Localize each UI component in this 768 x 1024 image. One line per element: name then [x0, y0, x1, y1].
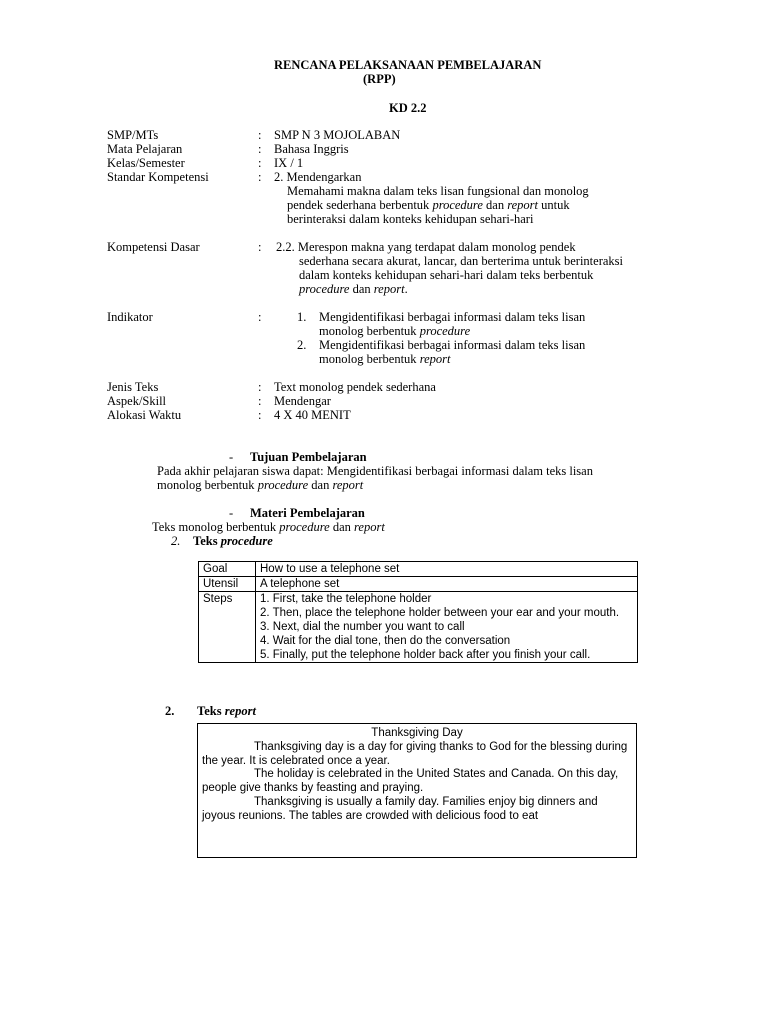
- goal-label: Goal: [199, 562, 256, 577]
- waktu-value: 4 X 40 MENIT: [274, 408, 351, 422]
- step-item: 5. Finally, put the telephone holder back after you finish your call.: [260, 649, 591, 661]
- utensil-label: Utensil: [199, 577, 256, 592]
- sk-label: Standar Kompetensi: [107, 170, 209, 184]
- colon: :: [258, 408, 262, 422]
- class-value: IX / 1: [274, 156, 304, 170]
- materi-line1: Teks monolog berbentuk procedure dan report: [152, 520, 385, 534]
- sk-desc-line1: Memahami makna dalam teks lisan fungsional dan monolog: [287, 184, 589, 198]
- kd-heading: KD 2.2: [389, 101, 427, 115]
- ind2-line1: Mengidentifikasi berbagai informasi dalam teks lisan: [319, 338, 586, 352]
- colon: :: [258, 394, 262, 408]
- tujuan-line1: Pada akhir pelajaran siswa dapat: Mengidentifikasi berbagai informasi dalam teks lisan: [157, 464, 593, 478]
- ind2-number: 2.: [297, 338, 307, 352]
- subject-label: Mata Pelajaran: [107, 142, 183, 156]
- ind-label: Indikator: [107, 310, 153, 324]
- ind1-line2: monolog berbentuk procedure: [319, 324, 471, 338]
- procedure-subheading-number: 2.: [171, 534, 181, 548]
- materi-dash: -: [229, 506, 234, 520]
- steps-list: [256, 592, 638, 663]
- kd-line3: dalam konteks kehidupan sehari-hari dalam teks berbentuk: [299, 268, 594, 282]
- report-text-box: [197, 723, 637, 858]
- report-paragraph: Thanksgiving is usually a family day. Families enjoy big dinners and joyous reunions. The tables are crowded with delicious food to eat: [202, 795, 598, 822]
- colon: :: [258, 142, 262, 156]
- procedure-subheading: Teks procedure: [193, 534, 273, 548]
- report-title: Thanksgiving Day: [371, 727, 463, 739]
- table-row: [199, 562, 638, 577]
- ind1-line1: Mengidentifikasi berbagai informasi dalam teks lisan: [319, 310, 586, 324]
- colon: :: [258, 310, 262, 324]
- step-item: 3. Next, dial the number you want to call: [260, 621, 465, 633]
- subject-value: Bahasa Inggris: [274, 142, 349, 156]
- aspek-label: Aspek/Skill: [107, 394, 167, 408]
- sk-desc-line3: berinteraksi dalam konteks kehidupan sehari-hari: [287, 212, 534, 226]
- steps-label: Steps: [199, 592, 256, 663]
- colon: :: [258, 170, 262, 184]
- report-subheading-number: 2.: [165, 704, 175, 718]
- goal-value: How to use a telephone set: [256, 562, 638, 577]
- step-item: 1. First, take the telephone holder: [260, 593, 432, 605]
- school-value: SMP N 3 MOJOLABAN: [274, 128, 401, 142]
- school-label: SMP/MTs: [107, 128, 159, 142]
- utensil-value: A telephone set: [256, 577, 638, 592]
- report-subheading: Teks report: [197, 704, 256, 718]
- sk-value: 2. Mendengarkan: [274, 170, 362, 184]
- report-paragraph: The holiday is celebrated in the United States and Canada. On this day, people give thanks by feasting and praying.: [202, 768, 619, 795]
- step-item: 4. Wait for the dial tone, then do the conversation: [260, 635, 511, 647]
- colon: :: [258, 240, 262, 254]
- sk-desc-line2: pendek sederhana berbentuk procedure dan report untuk: [287, 198, 570, 212]
- kd-line2: sederhana secara akurat, lancar, dan berterima untuk berinteraksi: [299, 254, 623, 268]
- table-row: [199, 577, 638, 592]
- report-paragraph: Thanksgiving day is a day for giving thanks to God for the blessing during the year. It is celebrated once a year.: [202, 740, 628, 767]
- kd-line1: 2.2. Merespon makna yang terdapat dalam monolog pendek: [276, 240, 576, 254]
- procedure-table: [198, 561, 638, 663]
- kd-line4: procedure dan report.: [299, 282, 408, 296]
- tujuan-dash: -: [229, 450, 234, 464]
- waktu-label: Alokasi Waktu: [107, 408, 182, 422]
- colon: :: [258, 380, 262, 394]
- table-row: [199, 592, 638, 663]
- jenis-value: Text monolog pendek sederhana: [274, 380, 436, 394]
- colon: :: [258, 156, 262, 170]
- tujuan-line2: monolog berbentuk procedure dan report: [157, 478, 364, 492]
- doc-subtitle: (RPP): [363, 72, 396, 86]
- ind1-number: 1.: [297, 310, 307, 324]
- colon: :: [258, 128, 262, 142]
- jenis-label: Jenis Teks: [107, 380, 159, 394]
- step-item: 2. Then, place the telephone holder between your ear and your mouth.: [260, 607, 620, 619]
- kd-label: Kompetensi Dasar: [107, 240, 200, 254]
- doc-title: RENCANA PELAKSANAAN PEMBELAJARAN: [274, 58, 542, 72]
- ind2-line2: monolog berbentuk report: [319, 352, 451, 366]
- tujuan-heading: Tujuan Pembelajaran: [250, 450, 367, 464]
- materi-heading: Materi Pembelajaran: [250, 506, 365, 520]
- class-label: Kelas/Semester: [107, 156, 185, 170]
- aspek-value: Mendengar: [274, 394, 331, 408]
